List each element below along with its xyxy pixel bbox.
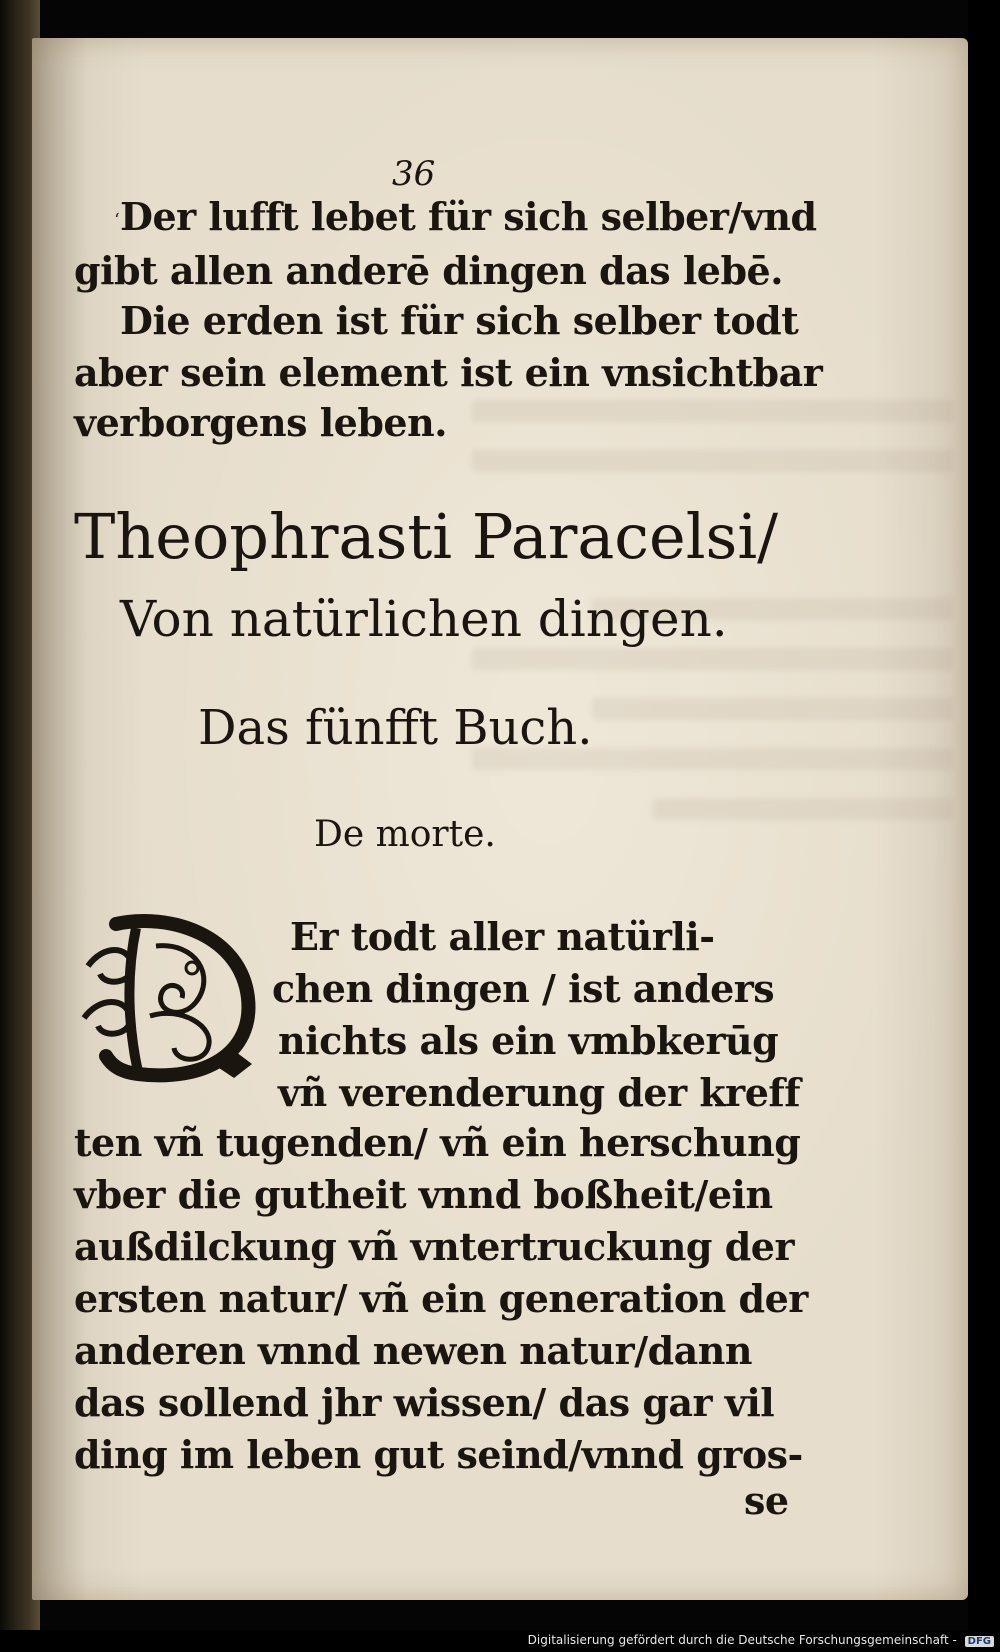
text-line: ersten natur/ vñ ein generation der [74, 1276, 808, 1321]
text-line: aber sein element ist ein vnsichtbar [74, 350, 823, 395]
show-through-mark [472, 648, 952, 670]
text-line: chen dingen / ist anders [272, 966, 775, 1011]
text-line: verborgens leben. [74, 400, 447, 445]
text-line: vñ verenderung der kreff [278, 1070, 801, 1115]
show-through-mark [652, 798, 952, 820]
text-line: ding im leben gut seind/vnnd gros- [74, 1432, 803, 1477]
text-line: vber die gutheit vnnd boßheit/ein [74, 1172, 773, 1217]
book-heading: Das fünfft Buch. [198, 700, 593, 756]
credit-text: Digitalisierung gefördert durch die Deutsche Forschungsgemeinschaft - [527, 1633, 957, 1647]
show-through-mark [592, 698, 952, 720]
text-line: Der lufft lebet für sich selber/vnd [120, 194, 817, 239]
text-line: nichts als ein vmbkerūg [278, 1018, 779, 1063]
catchword: se [744, 1478, 789, 1523]
text-line: anderen vnnd newen natur/dann [74, 1328, 753, 1373]
text-line: außdilckung vñ vntertruckung der [74, 1224, 794, 1269]
margin-mark: ‘ [114, 210, 120, 231]
show-through-mark [472, 400, 952, 422]
show-through-mark [472, 450, 952, 472]
text-line: gibt allen anderē dingen das lebē. [74, 248, 783, 293]
chapter-heading: De morte. [314, 814, 496, 855]
work-title: Theophrasti Paracelsi/ [74, 500, 779, 573]
work-subtitle: Von natürlichen dingen. [120, 590, 728, 648]
text-line: ten vñ tugenden/ vñ ein herschung [74, 1120, 801, 1165]
text-line: das sollend jhr wissen/ das gar vil [74, 1380, 775, 1425]
book-page [32, 38, 968, 1600]
funding-credit [528, 1633, 994, 1647]
scan-border [968, 0, 1000, 1652]
dfg-logo-icon: DFG [965, 1636, 994, 1647]
ornamental-initial-d-icon [76, 906, 266, 1086]
text-line: Die erden ist für sich selber todt [120, 298, 799, 343]
text-line: Er todt aller natürli- [290, 914, 715, 959]
page-number: 36 [392, 154, 436, 194]
